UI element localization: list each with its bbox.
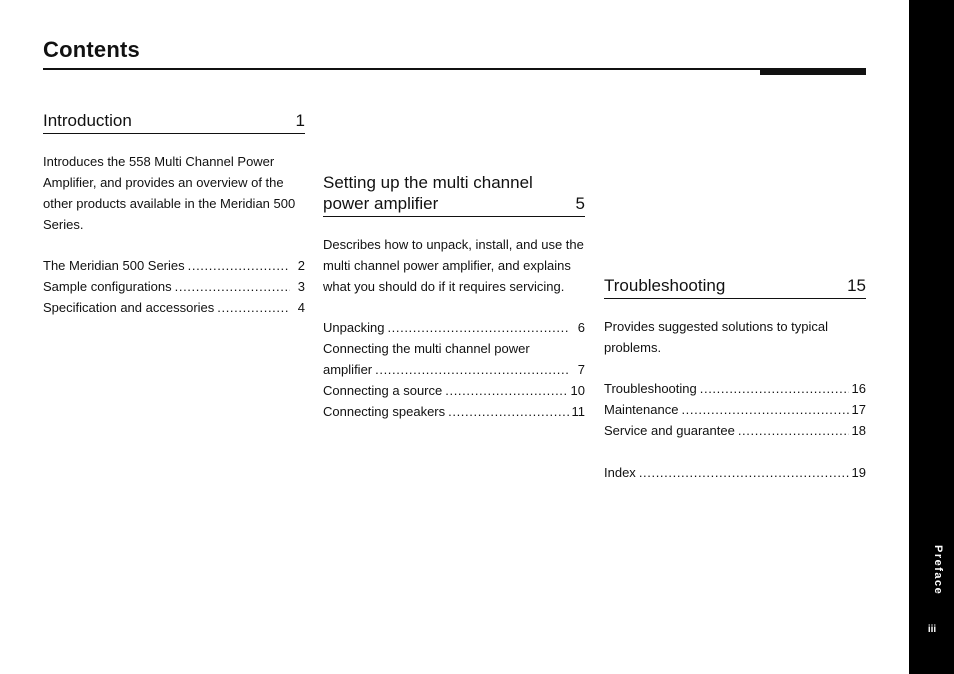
toc-leader-dots bbox=[448, 401, 568, 422]
section-heading-page: 5 bbox=[575, 194, 585, 213]
chapter-label: Preface bbox=[932, 545, 944, 596]
toc-entry-label: Index bbox=[604, 465, 636, 480]
toc-entry-page: 2 bbox=[297, 258, 305, 273]
toc-entry-label: Troubleshooting bbox=[604, 381, 697, 396]
toc-leader-dots bbox=[681, 399, 848, 420]
section-heading-page: 15 bbox=[847, 276, 866, 295]
toc-entry[interactable] bbox=[604, 378, 866, 399]
toc-leader-dots bbox=[188, 255, 290, 276]
section-heading-page: 1 bbox=[295, 111, 305, 130]
toc-entry-label: The Meridian 500 Series bbox=[43, 258, 185, 273]
section-heading[interactable] bbox=[604, 275, 866, 299]
toc-entry[interactable] bbox=[604, 399, 866, 420]
section-heading-text: Troubleshooting bbox=[604, 276, 726, 295]
section-description: Describes how to unpack, install, and use the multi channel power amplifier, and explains what you should do if it requires servicing. bbox=[323, 237, 584, 294]
toc-entry-page: 16 bbox=[851, 381, 866, 396]
toc-leader-dots bbox=[387, 317, 570, 338]
toc-entry-index[interactable] bbox=[604, 462, 866, 483]
toc-entry[interactable] bbox=[43, 297, 305, 318]
toc-entry-label: Specification and accessories bbox=[43, 300, 215, 315]
toc-leader-dots bbox=[375, 359, 570, 380]
toc-entry-page: 11 bbox=[571, 404, 585, 419]
section-description: Provides suggested solutions to typical problems. bbox=[604, 319, 829, 355]
toc-entry[interactable] bbox=[323, 380, 585, 401]
toc-leader-dots bbox=[639, 462, 849, 483]
toc-entry-page: 18 bbox=[851, 423, 866, 438]
toc-entry[interactable] bbox=[43, 255, 305, 276]
toc-entry-page: 4 bbox=[297, 300, 305, 315]
toc-entry-label: Unpacking bbox=[323, 320, 385, 335]
section-setting-up bbox=[323, 172, 585, 422]
toc-entry-label: amplifier bbox=[323, 362, 373, 377]
toc-entry-page: 6 bbox=[577, 320, 585, 335]
page-number: iii bbox=[927, 624, 937, 635]
toc-entry[interactable] bbox=[323, 359, 585, 380]
section-troubleshooting bbox=[604, 275, 866, 483]
section-heading-text: Setting up the multi channel power amplifier bbox=[323, 173, 533, 213]
toc-entry-page: 3 bbox=[297, 279, 305, 294]
section-heading[interactable] bbox=[43, 110, 305, 134]
section-heading[interactable] bbox=[323, 172, 585, 217]
page-title: Contents bbox=[43, 37, 140, 62]
toc-list bbox=[604, 378, 866, 483]
toc-list bbox=[43, 255, 305, 318]
toc-entry-label: Service and guarantee bbox=[604, 423, 735, 438]
toc-entry-label: Connecting a source bbox=[323, 383, 443, 398]
toc-entry[interactable] bbox=[604, 420, 866, 441]
toc-entry-page: 10 bbox=[570, 383, 585, 398]
toc-entry-label: Sample configurations bbox=[43, 279, 172, 294]
section-description: Introduces the 558 Multi Channel Power Amplifier, and provides an overview of the other products available in the Meridian 500 Series. bbox=[43, 154, 296, 232]
toc-entry-prefix: Connecting the multi channel power bbox=[323, 341, 530, 356]
title-accent-bar bbox=[760, 68, 866, 75]
section-introduction bbox=[43, 110, 305, 318]
toc-leader-dots bbox=[445, 380, 567, 401]
toc-entry[interactable] bbox=[43, 276, 305, 297]
toc-leader-dots bbox=[217, 297, 290, 318]
toc-leader-dots bbox=[175, 276, 290, 297]
toc-entry-page: 7 bbox=[577, 362, 585, 377]
toc-entry-page: 19 bbox=[851, 465, 866, 480]
toc-entry[interactable] bbox=[323, 401, 585, 422]
toc-entry-label: Maintenance bbox=[604, 402, 679, 417]
toc-entry[interactable] bbox=[323, 317, 585, 338]
toc-entry-page: 17 bbox=[851, 402, 866, 417]
section-heading-text: Introduction bbox=[43, 111, 132, 130]
toc-leader-dots bbox=[700, 378, 849, 399]
toc-list bbox=[323, 317, 585, 422]
toc-entry-label: Connecting speakers bbox=[323, 404, 446, 419]
toc-spacer bbox=[604, 441, 866, 462]
toc-leader-dots bbox=[738, 420, 849, 441]
title-rule bbox=[43, 68, 866, 70]
